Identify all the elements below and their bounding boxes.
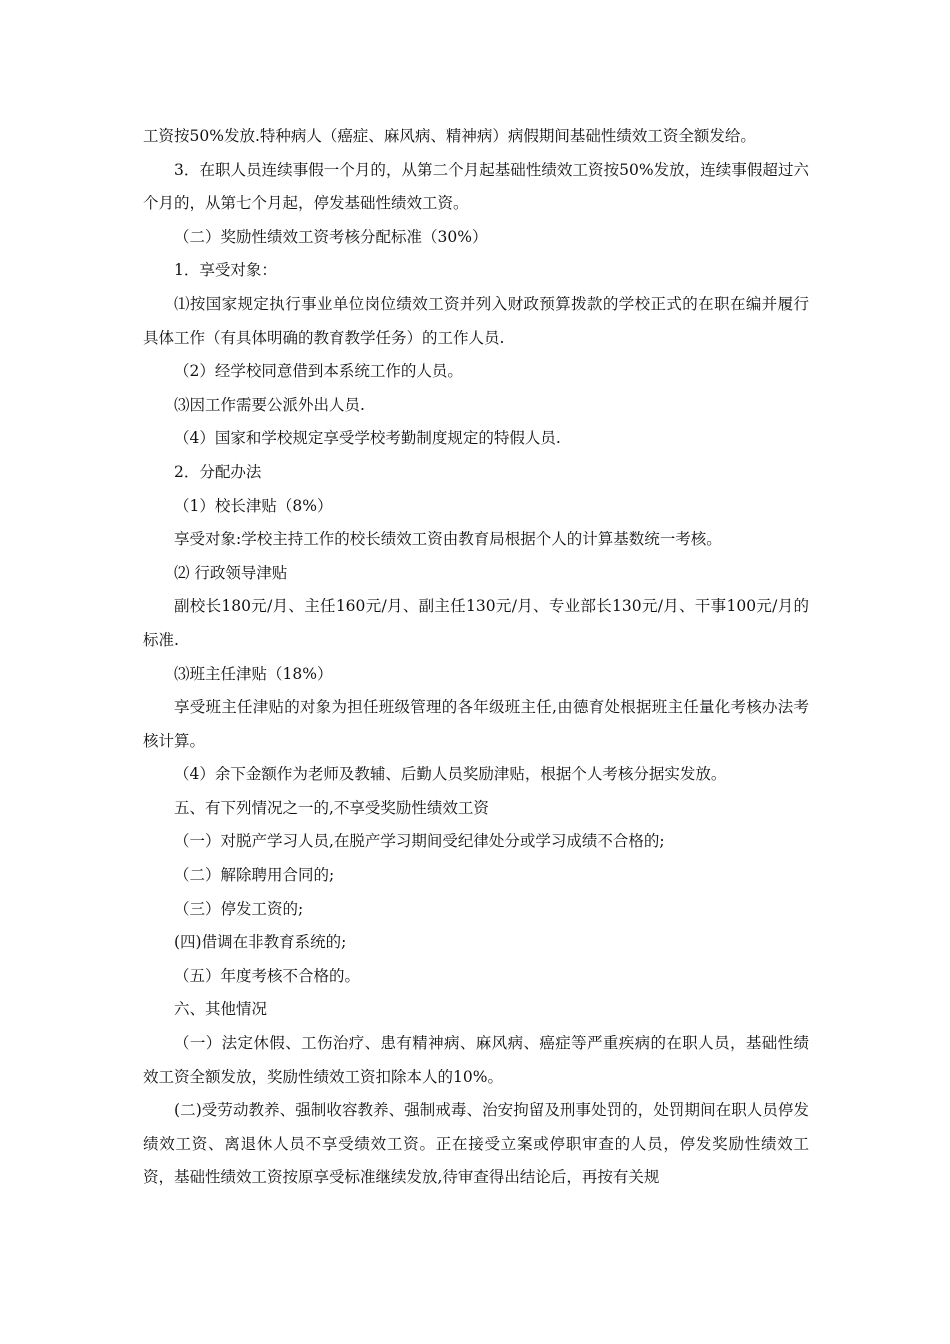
paragraph: (四)借调在非教育系统的; (174, 933, 347, 952)
paragraph: 1．享受对象： (174, 261, 277, 280)
paragraph: （一）法定休假、工伤治疗、患有精神病、麻风病、癌症等严重疾病的在职人员，基础性绩效工资全额发放，奖励性绩效工资扣除本人的10%。 (143, 1034, 809, 1086)
paragraph: 享受班主任津贴的对象为担任班级管理的各年级班主任,由德育处根据班主任量化考核办法考核计算。 (143, 698, 809, 750)
paragraph: （五）年度考核不合格的。 (174, 966, 361, 985)
paragraph: 五、有下列情况之一的,不享受奖励性绩效工资 (174, 798, 489, 817)
paragraph: 享受对象:学校主持工作的校长绩效工资由教育局根据个人的计算基数统一考核。 (174, 530, 722, 549)
paragraph: 3．在职人员连续事假一个月的，从第二个月起基础性绩效工资按50%发放，连续事假超过六个月的，从第七个月起，停发基础性绩效工资。 (143, 160, 809, 213)
paragraph: 2．分配办法 (174, 462, 262, 481)
paragraph: （4）余下金额作为老师及教辅、后勤人员奖励津贴，根据个人考核分据实发放。 (174, 765, 727, 784)
paragraph: (二)受劳动教养、强制收容教养、强制戒毒、治安拘留及刑事处罚的，处罚期间在职人员停发绩效工资、离退休人员不享受绩效工资。正在接受立案或停职审查的人员，停发奖励性绩效工资，基础性绩效工资按原享受标准继续发放,待审查得出结论后，再按有关规 (143, 1101, 809, 1187)
paragraph: ⑶因工作需要公派外出人员. (174, 395, 365, 414)
paragraph: （三）停发工资的; (174, 899, 304, 918)
paragraph: ⑶班主任津贴（18%） (174, 664, 333, 683)
paragraph: 六、其他情况 (174, 1000, 268, 1019)
paragraph: （1）校长津贴（8%） (174, 496, 333, 515)
paragraph: （4）国家和学校规定享受学校考勤制度规定的特假人员. (174, 429, 561, 448)
paragraph: （二）奖励性绩效工资考核分配标准（30%） (174, 227, 488, 246)
paragraph: 工资按50%发放.特种病人（癌症、麻风病、精神病）病假期间基础性绩效工资全额发给。 (143, 127, 756, 145)
paragraph: ⑵ 行政领导津贴 (174, 563, 288, 582)
paragraph: （一）对脱产学习人员,在脱产学习期间受纪律处分或学习成绩不合格的; (174, 832, 665, 851)
paragraph: 副校长180元/月、主任160元/月、副主任130元/月、专业部长130元/月、干事100元/月的标准. (143, 597, 809, 649)
paragraph: （2）经学校同意借到本系统工作的人员。 (174, 362, 463, 381)
document-page (143, 120, 809, 1195)
paragraph: ⑴按国家规定执行事业单位岗位绩效工资并列入财政预算拨款的学校正式的在职在编并履行具体工作（有具体明确的教育教学任务）的工作人员. (143, 294, 809, 347)
paragraph: （二）解除聘用合同的; (174, 866, 335, 885)
